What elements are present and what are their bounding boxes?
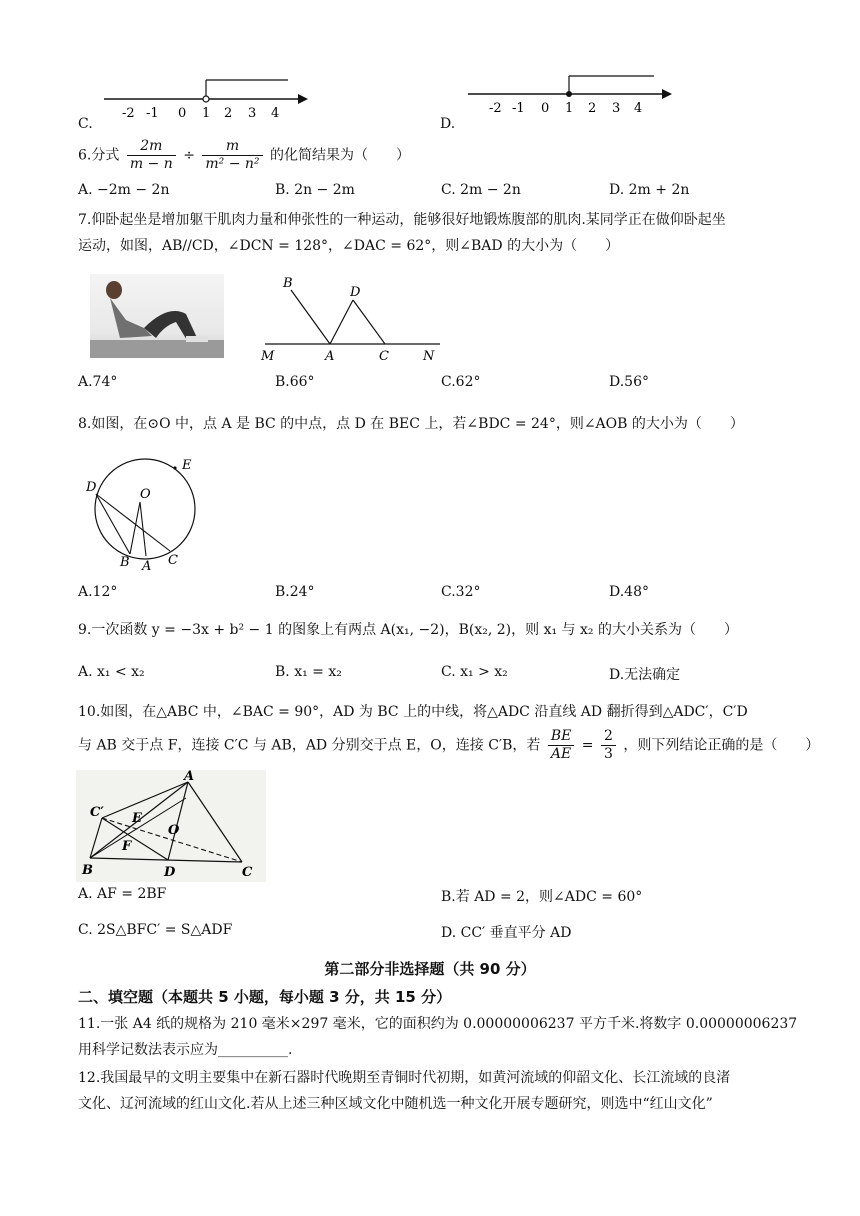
- tick-label: -1: [146, 106, 159, 121]
- tick-label: 1: [565, 101, 574, 116]
- q9-option-b: B. x₁ = x₂: [275, 664, 342, 680]
- q8-option-c: C.32°: [441, 584, 481, 600]
- tick-label: -2: [122, 106, 135, 121]
- point-label-a: A: [184, 770, 195, 784]
- q10-option-b: B.若 AD = 2，则∠ADC = 60°: [441, 889, 643, 905]
- question-6: [78, 138, 410, 173]
- tick-label: 4: [271, 106, 280, 121]
- q8-circle-diagram: [82, 452, 212, 574]
- q8-option-d: D.48°: [609, 584, 649, 600]
- q7-option-d: D.56°: [609, 374, 649, 390]
- part-two-heading: 第二部分非选择题（共 90 分）: [324, 960, 536, 978]
- point-label-b: B: [82, 863, 93, 878]
- question-11-line-1: 11.一张 A4 纸的规格为 210 毫米×297 毫米，它的面积约为 0.00000006237 平方千米.将数字 0.00000006237: [78, 1016, 798, 1032]
- point-label-c: C: [379, 349, 389, 364]
- point-label-o: O: [168, 823, 180, 838]
- q10-fraction-be-ae: $\frac{BE}{AE}$: [548, 728, 575, 763]
- tick-label: 4: [634, 101, 643, 116]
- point-label-n: N: [423, 349, 435, 364]
- point-label-a: A: [142, 559, 152, 574]
- q7-option-a: A.74°: [78, 374, 118, 390]
- q9-option-a: A. x₁ < x₂: [78, 664, 145, 680]
- question-11-line-2: 用科学记数法表示应为__________.: [78, 1042, 293, 1058]
- situp-figure-icon: [90, 274, 224, 358]
- question-12-line-1: 12.我国最早的文明主要集中在新石器时代晚期至青铜时代初期，如黄河流域的仰韶文化、长江流域的良渚: [78, 1070, 731, 1086]
- question-7-line-2: 运动，如图，AB//CD，∠DCN = 128°，∠DAC = 62°，则∠BAD 的大小为（ ）: [78, 238, 620, 254]
- situp-photo: [90, 274, 224, 358]
- point-label-a: A: [325, 349, 335, 364]
- q6-option-c: C. 2m − 2n: [441, 182, 521, 198]
- point-label-e: E: [182, 458, 192, 473]
- q10-triangle-diagram: [76, 770, 266, 882]
- point-label-e: E: [132, 811, 142, 826]
- q6-divide: ÷: [183, 147, 195, 164]
- tick-label: 2: [224, 106, 233, 121]
- q9-option-c: C. x₁ > x₂: [441, 664, 508, 680]
- q6-option-a: A. −2m − 2n: [78, 182, 170, 198]
- point-label-m: M: [261, 349, 275, 364]
- q9-option-d: D.无法确定: [609, 667, 681, 683]
- point-label-c: C: [168, 553, 178, 568]
- q7-angle-diagram: [255, 272, 445, 364]
- q6-option-d: D. 2m + 2n: [609, 182, 690, 198]
- option-d-label: D.: [440, 116, 456, 132]
- point-label-c-prime: C′: [90, 805, 104, 820]
- q6-option-b: B. 2n − 2m: [275, 182, 355, 198]
- q6-suffix: 的化简结果为（ ）: [270, 147, 410, 164]
- tick-label: -2: [489, 101, 502, 116]
- question-8: 8.如图，在⊙O 中，点 A 是 BC 的中点，点 D 在 BEC 上，若∠BDC = 24°，则∠AOB 的大小为（ ）: [78, 416, 744, 432]
- q6-fraction-2: $\frac{m}{\text{m² − n²}}$: [202, 138, 262, 173]
- point-label-f: F: [122, 839, 132, 854]
- tick-label: 0: [541, 101, 550, 116]
- tick-label: 0: [178, 106, 187, 121]
- point-label-c: C: [242, 865, 253, 880]
- tick-label: -1: [512, 101, 525, 116]
- q8-option-b: B.24°: [275, 584, 315, 600]
- question-7-line-1: 7.仰卧起坐是增加躯干肌肉力量和伸张性的一种运动，能够很好地锻炼腹部的肌肉.某同学正在做仰卧起坐: [78, 212, 726, 228]
- question-10-line-1: 10.如图，在△ABC 中，∠BAC = 90°，AD 为 BC 上的中线，将△ADC 沿直线 AD 翻折得到△ADC′，C′D: [78, 704, 748, 720]
- question-12-line-2: 文化、辽河流域的红山文化.若从上述三种区域文化中随机选一种文化开展专题研究，则选中“红山文化”: [78, 1096, 713, 1112]
- q7-option-b: B.66°: [275, 374, 315, 390]
- q10-option-a: A. AF = 2BF: [78, 886, 167, 902]
- q7-option-c: C.62°: [441, 374, 481, 390]
- question-9: 9.一次函数 y = −3x + b² − 1 的图象上有两点 A(x₁, −2)，B(x₂, 2)，则 x₁ 与 x₂ 的大小关系为（ ）: [78, 622, 738, 638]
- q6-prefix: 6.分式: [78, 147, 120, 164]
- tick-label: 3: [248, 106, 257, 121]
- q10-option-c: C. 2S△BFC′ = S△ADF: [78, 922, 233, 938]
- fill-in-section-heading: 二、填空题（本题共 5 小题，每小题 3 分，共 15 分）: [78, 988, 452, 1006]
- point-label-b: B: [283, 276, 293, 291]
- tick-label: 3: [612, 101, 621, 116]
- point-label-d: D: [86, 480, 97, 495]
- point-label-o: O: [140, 487, 151, 502]
- point-label-b: B: [120, 555, 130, 570]
- q6-fraction-1: $\frac{2m}{m - n}$: [127, 138, 176, 173]
- number-line-option-c: [98, 72, 313, 122]
- tick-label: 2: [588, 101, 597, 116]
- point-label-d: D: [350, 285, 361, 300]
- q10-fraction-2-3: $\frac{2}{3}$: [601, 728, 616, 763]
- question-10-line-2: 与 AB 交于点 F，连接 C′C 与 AB，AD 分别交于点 E，O，连接 C′B，若 $\frac{BE}{AE}$ = $\frac{2}{3}$ ，则下列结论正确的是（ ）: [78, 728, 820, 762]
- q8-option-a: A.12°: [78, 584, 118, 600]
- point-label-d: D: [164, 865, 176, 880]
- tick-label: 1: [202, 106, 211, 121]
- number-line-option-d: [462, 70, 677, 120]
- option-c-label: C.: [78, 116, 93, 132]
- q10-option-d: D. CC′ 垂直平分 AD: [441, 925, 572, 941]
